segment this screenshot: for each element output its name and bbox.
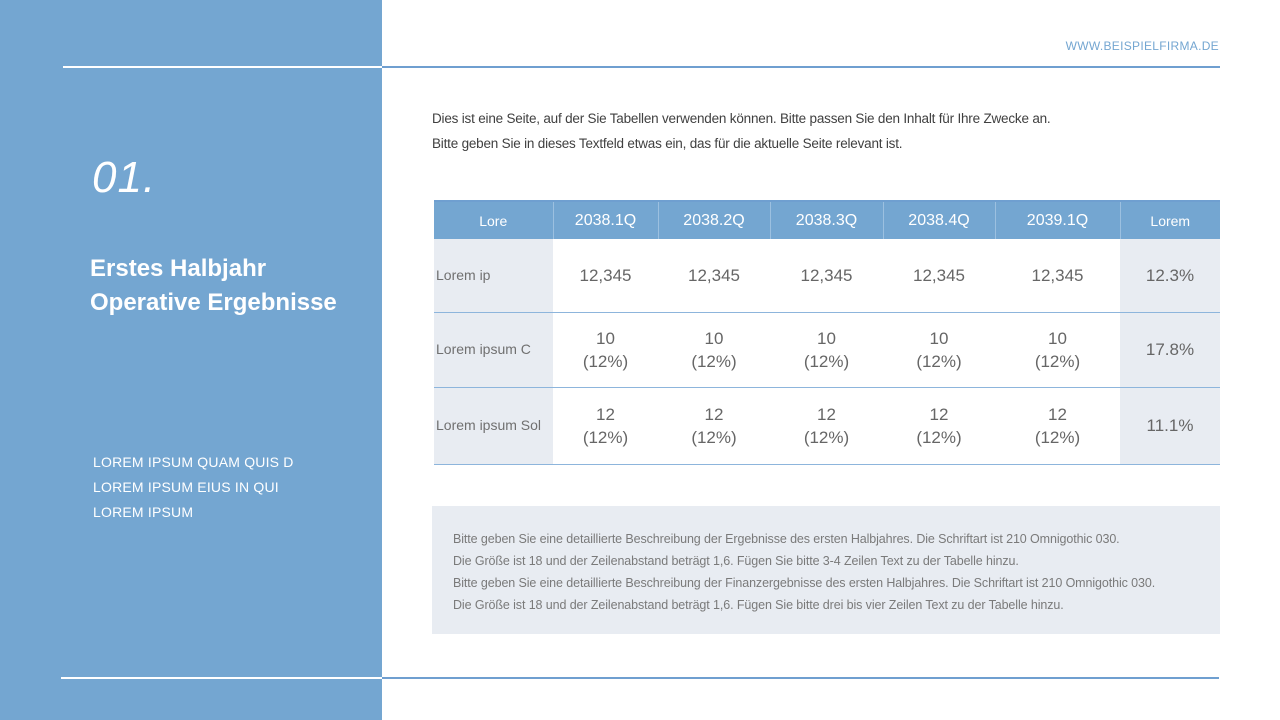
sidebar-list-item: LOREM IPSUM QUAM QUIS D <box>93 454 294 470</box>
description-box <box>432 506 1220 634</box>
cell-percent: (12%) <box>691 351 737 371</box>
table-cell <box>995 312 1120 387</box>
intro-text <box>432 106 1212 156</box>
description-line: Die Größe ist 18 und der Zeilenabstand beträgt 1,6. Fügen Sie bitte 3-4 Zeilen Text zu der Tabelle hinzu. <box>453 554 1019 568</box>
sidebar-list-item: LOREM IPSUM <box>93 504 194 520</box>
table-cell <box>995 387 1120 464</box>
cell-value: 10 <box>1048 328 1067 348</box>
results-table <box>434 200 1220 465</box>
top-rule-left <box>63 66 382 68</box>
section-title-line-1: Erstes Halbjahr <box>90 255 267 282</box>
table-row <box>434 387 1220 464</box>
table-cell <box>883 312 995 387</box>
table-cell <box>770 387 883 464</box>
cell-percent: (12%) <box>582 351 629 371</box>
column-header: Lorem <box>1120 201 1220 239</box>
cell-value: 10 <box>704 328 724 348</box>
cell-value: 12 <box>929 404 949 424</box>
bottom-rule-left <box>61 677 382 679</box>
sidebar-list-item: LOREM IPSUM EIUS IN QUI <box>93 479 279 495</box>
cell-percent: (12%) <box>916 427 962 447</box>
table-row <box>434 239 1220 312</box>
website-url[interactable]: WWW.BEISPIELFIRMA.DE <box>1065 39 1219 53</box>
table-cell <box>553 312 658 387</box>
cell-value: 12 <box>596 404 615 424</box>
column-header: Lore <box>434 201 553 239</box>
table-cell <box>770 312 883 387</box>
sidebar-list <box>93 450 294 525</box>
table-cell <box>883 387 995 464</box>
cell-percent: (12%) <box>803 351 850 371</box>
cell-value: 12,345 <box>688 265 740 285</box>
table-row <box>434 312 1220 387</box>
cell-value: 12,345 <box>800 265 853 285</box>
row-total: 11.1% <box>1120 387 1220 464</box>
table-header-row <box>434 201 1220 239</box>
description-line: Bitte geben Sie eine detaillierte Beschreibung der Ergebnisse des ersten Halbjahres. Die Schriftart ist 210 Omnigothic 030. <box>453 532 1120 546</box>
row-label: Lorem ipsum Sol <box>434 387 553 464</box>
row-label: Lorem ip <box>434 239 553 312</box>
table-cell <box>658 239 770 312</box>
column-header: 2038.2Q <box>658 201 770 239</box>
cell-value: 12 <box>817 404 836 424</box>
bottom-rule-right <box>382 677 1219 679</box>
table-cell <box>883 239 995 312</box>
cell-value: 10 <box>596 328 615 348</box>
cell-percent: (12%) <box>691 427 737 447</box>
cell-percent: (12%) <box>582 427 629 447</box>
cell-value: 12 <box>704 404 724 424</box>
cell-percent: (12%) <box>1034 351 1081 371</box>
section-title-line-2: Operative Ergebnisse <box>90 289 337 316</box>
cell-percent: (12%) <box>803 427 850 447</box>
top-rule-right <box>382 66 1220 68</box>
cell-value: 12,345 <box>1031 265 1084 285</box>
cell-value: 10 <box>929 328 949 348</box>
row-total: 17.8% <box>1120 312 1220 387</box>
table-cell <box>553 239 658 312</box>
cell-value: 12 <box>1048 404 1067 424</box>
table-cell <box>770 239 883 312</box>
intro-line-1: Dies ist eine Seite, auf der Sie Tabellen verwenden können. Bitte passen Sie den Inhalt für Ihre Zwecke an. <box>432 111 1051 126</box>
table-cell <box>658 387 770 464</box>
column-header: 2038.3Q <box>770 201 883 239</box>
description-line: Bitte geben Sie eine detaillierte Beschreibung der Finanzergebnisse des ersten Halbjahres. Die Schriftart ist 210 Omnigothic 030. <box>453 576 1156 590</box>
description-line: Die Größe ist 18 und der Zeilenabstand beträgt 1,6. Fügen Sie bitte drei bis vier Zeilen Text zu der Tabelle hinzu. <box>453 598 1064 612</box>
cell-percent: (12%) <box>916 351 962 371</box>
cell-value: 12,345 <box>579 265 632 285</box>
row-label: Lorem ipsum C <box>434 312 553 387</box>
column-header: 2038.1Q <box>553 201 658 239</box>
row-total: 12.3% <box>1120 239 1220 312</box>
column-header: 2039.1Q <box>995 201 1120 239</box>
section-number: 01. <box>92 153 157 202</box>
column-header: 2038.4Q <box>883 201 995 239</box>
intro-line-2: Bitte geben Sie in dieses Textfeld etwas ein, das für die aktuelle Seite relevant ist. <box>432 136 903 151</box>
table-cell <box>995 239 1120 312</box>
cell-value: 12,345 <box>913 265 965 285</box>
table-cell <box>658 312 770 387</box>
table-cell <box>553 387 658 464</box>
section-title <box>90 252 370 320</box>
cell-value: 10 <box>817 328 836 348</box>
sidebar-panel <box>0 0 382 720</box>
cell-percent: (12%) <box>1034 427 1081 447</box>
